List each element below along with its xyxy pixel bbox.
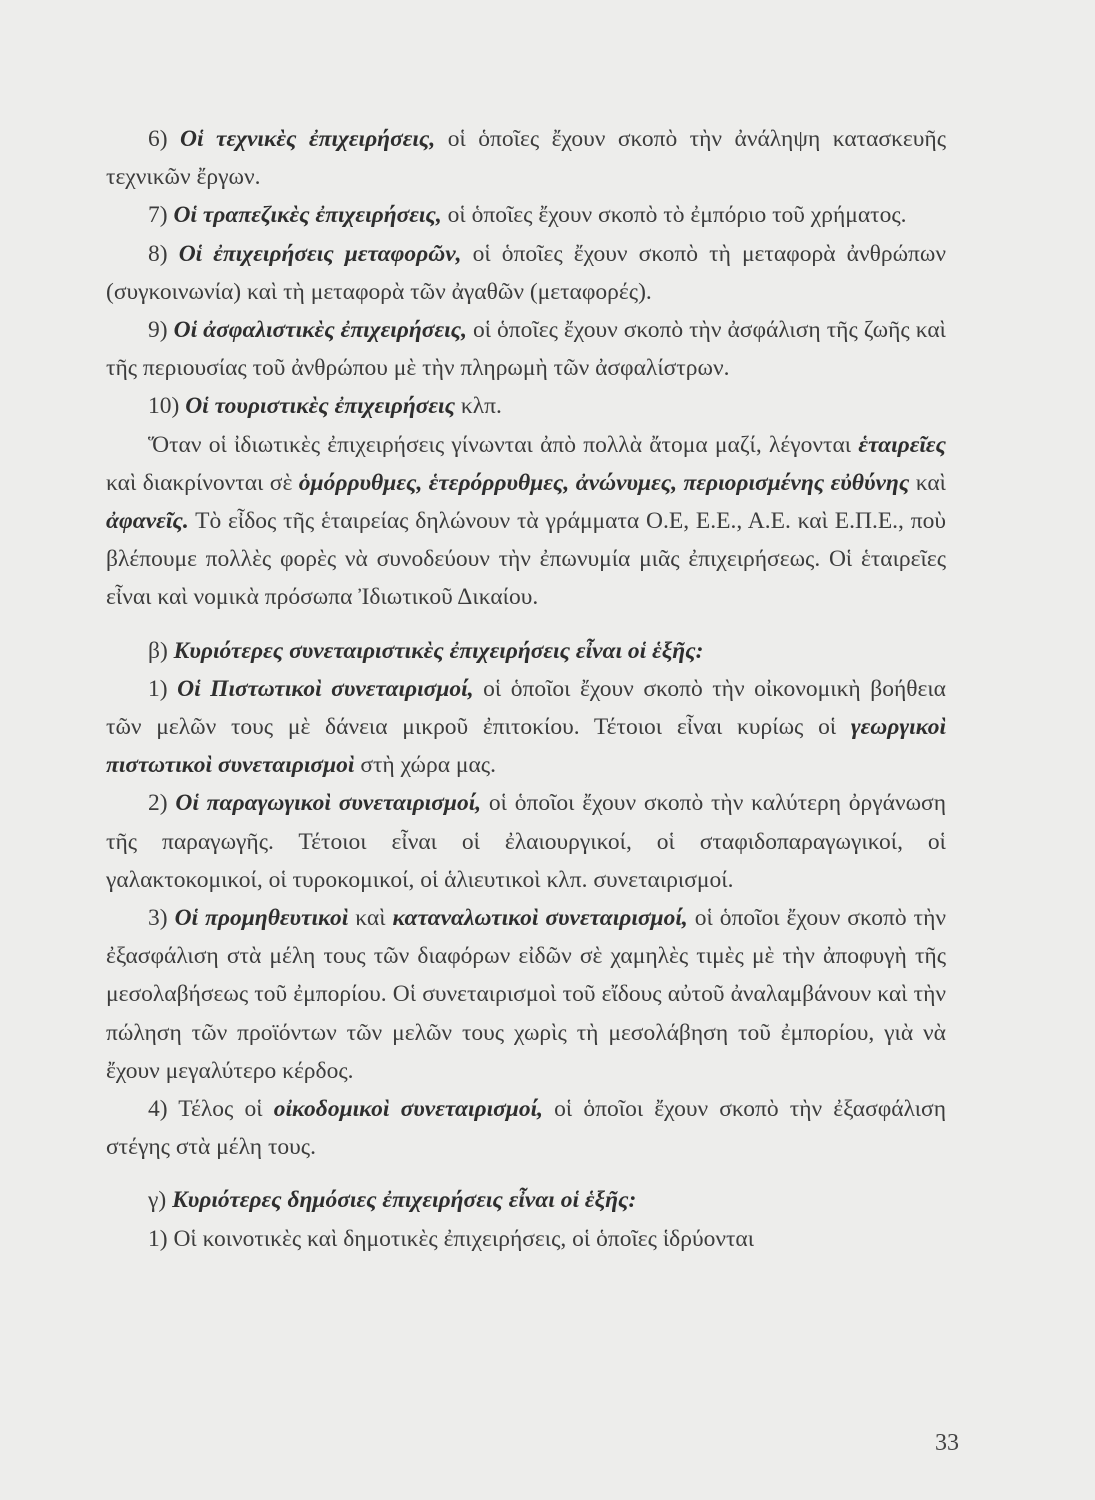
emphasized-text: γεωργικοὶ πιστωτικοὶ συνεταιρισμοὶ bbox=[106, 714, 946, 779]
body-text: οἱ ὁποῖες ἔχουν σκοπὸ τὴν ἀνάληψη κατασκευῆς τεχνικῶν ἔργων. bbox=[106, 126, 947, 191]
body-text: 2) bbox=[148, 790, 176, 817]
paragraph bbox=[106, 632, 946, 670]
body-text: κλπ. bbox=[455, 393, 502, 420]
emphasized-text: ὁμόρρυθμες, ἑτερόρρυθμες, ἀνώνυμες, περιορισμένης εὐθύνης bbox=[298, 469, 910, 496]
paragraph bbox=[106, 670, 946, 785]
emphasized-text: Οἱ ἐπιχειρήσεις μεταφορῶν, bbox=[178, 240, 462, 267]
body-text: καὶ bbox=[909, 469, 946, 496]
body-text: οἱ ὁποῖοι ἔχουν σκοπὸ τὴν οἰκονομικὴ βοήθεια τῶν μελῶν τους μὲ δάνεια μικροῦ ἐπιτοκίου. Τέτοιοι εἶναι κυρίως οἱ bbox=[106, 675, 946, 741]
body-text: στὴ χώρα μας. bbox=[354, 752, 496, 779]
paragraph bbox=[106, 196, 946, 234]
emphasized-text: Κυριότερες συνεταιριστικὲς ἐπιχειρήσεις εἶναι οἱ ἑξῆς: bbox=[173, 637, 704, 664]
emphasized-text: Οἱ ἀσφαλιστικὲς ἐπιχειρήσεις, bbox=[173, 317, 467, 344]
paragraph bbox=[106, 1220, 946, 1258]
body-text: 9) bbox=[148, 317, 174, 344]
emphasized-text: καταναλωτικοὶ συνεταιρισμοί, bbox=[392, 905, 688, 932]
paragraph bbox=[106, 235, 946, 311]
body-text: Τὸ εἶδος τῆς ἑταιρείας δηλώνουν τὰ γράμματα Ο.Ε, Ε.Ε., Α.Ε. καὶ Ε.Π.Ε., ποὺ βλέπουμε πολλὲς φορὲς νὰ συνοδεύουν τὴν ἐπωνυμία μιᾶς ἐπιχειρήσεως. Οἱ ἑταιρεῖες εἶναι καὶ νομικὰ πρόσωπα Ἰδιωτικοῦ Δικαίου. bbox=[106, 508, 946, 611]
emphasized-text: Κυριότερες δημόσιες ἐπιχειρήσεις εἶναι οἱ ἑξῆς: bbox=[172, 1187, 637, 1214]
body-text: καὶ διακρίνονται σὲ bbox=[106, 469, 299, 496]
body-text: 6) bbox=[148, 126, 181, 152]
emphasized-text: Οἱ προμηθευτικοὶ bbox=[174, 905, 349, 932]
body-text: 8) bbox=[148, 240, 179, 267]
emphasized-text: Οἱ παραγωγικοὶ συνεταιρισμοί, bbox=[175, 790, 482, 817]
body-text: οἱ ὁποῖες ἔχουν σκοπὸ τὴν ἀσφάλιση τῆς ζωῆς καὶ τῆς περιουσίας τοῦ ἀνθρώπου μὲ τὴν πληρωμὴ τῶν ἀσφαλίστρων. bbox=[106, 317, 946, 382]
page-number: 33 bbox=[935, 1430, 959, 1456]
body-text: οἱ ὁποῖοι ἔχουν σκοπὸ τὴν καλύτερη ὀργάνωση τῆς παραγωγῆς. Τέτοιοι εἶναι οἱ ἐλαιουργικοί, οἱ σταφιδοπαραγωγικοί, οἱ γαλακτοκομικοί, οἱ τυροκομικοί, οἱ ἁλιευτικοὶ κλπ. συνεταιρισμοί. bbox=[106, 790, 946, 893]
emphasized-text: Οἱ Πιστωτικοὶ συνεταιρισμοί, bbox=[177, 675, 474, 702]
emphasized-text: Οἱ τουριστικὲς ἐπιχειρήσεις bbox=[185, 393, 456, 420]
paragraph bbox=[106, 784, 946, 899]
body-text: οἱ ὁποῖες ἔχουν σκοπὸ τὴ μεταφορὰ ἀνθρώπων (συγκοινωνία) καὶ τὴ μεταφορὰ τῶν ἀγαθῶν (μεταφορές). bbox=[106, 240, 946, 305]
body-text: 1) Οἱ κοινοτικὲς καὶ δημοτικὲς ἐπιχειρήσεις, οἱ ὁποῖες ἱδρύονται bbox=[148, 1225, 755, 1252]
emphasized-text: ἀφανεῖς. bbox=[106, 508, 189, 535]
paragraph bbox=[106, 426, 946, 617]
body-text: 1) bbox=[148, 675, 178, 702]
paragraph bbox=[106, 311, 946, 387]
paragraph bbox=[106, 1181, 946, 1219]
body-text: 3) bbox=[148, 905, 175, 932]
emphasized-text: Οἱ τραπεζικὲς ἐπιχειρήσεις, bbox=[173, 202, 442, 229]
emphasized-text: οἰκοδομικοὶ συνεταιρισμοί, bbox=[273, 1096, 544, 1123]
paragraph bbox=[106, 1090, 946, 1166]
paragraph bbox=[106, 899, 946, 1090]
body-text: 7) bbox=[148, 202, 174, 229]
page-body bbox=[106, 120, 946, 1258]
body-text: 4) Τέλος οἱ bbox=[148, 1096, 274, 1123]
body-text: γ) bbox=[148, 1187, 173, 1214]
body-text: β) bbox=[148, 637, 174, 664]
emphasized-text: Οἱ τεχνικὲς ἐπιχειρήσεις, bbox=[180, 126, 436, 152]
body-text: Ὅταν οἱ ἰδιωτικὲς ἐπιχειρήσεις γίνωνται ἀπὸ πολλὰ ἄτομα μαζί, λέγονται bbox=[148, 431, 859, 458]
body-text: 10) bbox=[148, 393, 186, 420]
paragraph bbox=[106, 120, 946, 196]
emphasized-text: ἑταιρεῖες bbox=[858, 431, 946, 458]
body-text: καὶ bbox=[348, 905, 393, 932]
body-text: οἱ ὁποῖοι ἔχουν σκοπὸ τὴν ἐξασφάλιση στέγης στὰ μέλη τους. bbox=[106, 1096, 947, 1161]
paragraph bbox=[106, 387, 946, 425]
body-text: οἱ ὁποῖοι ἔχουν σκοπὸ τὴν ἐξασφάλιση στὰ μέλη τους τῶν διαφόρων εἰδῶν σὲ χαμηλὲς τιμὲς μὲ τὴν ἀποφυγὴ τῆς μεσολαβήσεως τοῦ ἐμπορίου. Οἱ συνεταιρισμοὶ τοῦ εἴδους αὐτοῦ ἀναλαμβάνουν καὶ τὴν πώληση τῶν προϊόντων τῶν μελῶν τους χωρὶς τὴ μεσολάβηση τοῦ ἐμπορίου, γιὰ νὰ ἔχουν μεγαλύτερο κέρδος. bbox=[106, 905, 946, 1084]
body-text: οἱ ὁποῖες ἔχουν σκοπὸ τὸ ἐμπόριο τοῦ χρήματος. bbox=[441, 202, 907, 229]
